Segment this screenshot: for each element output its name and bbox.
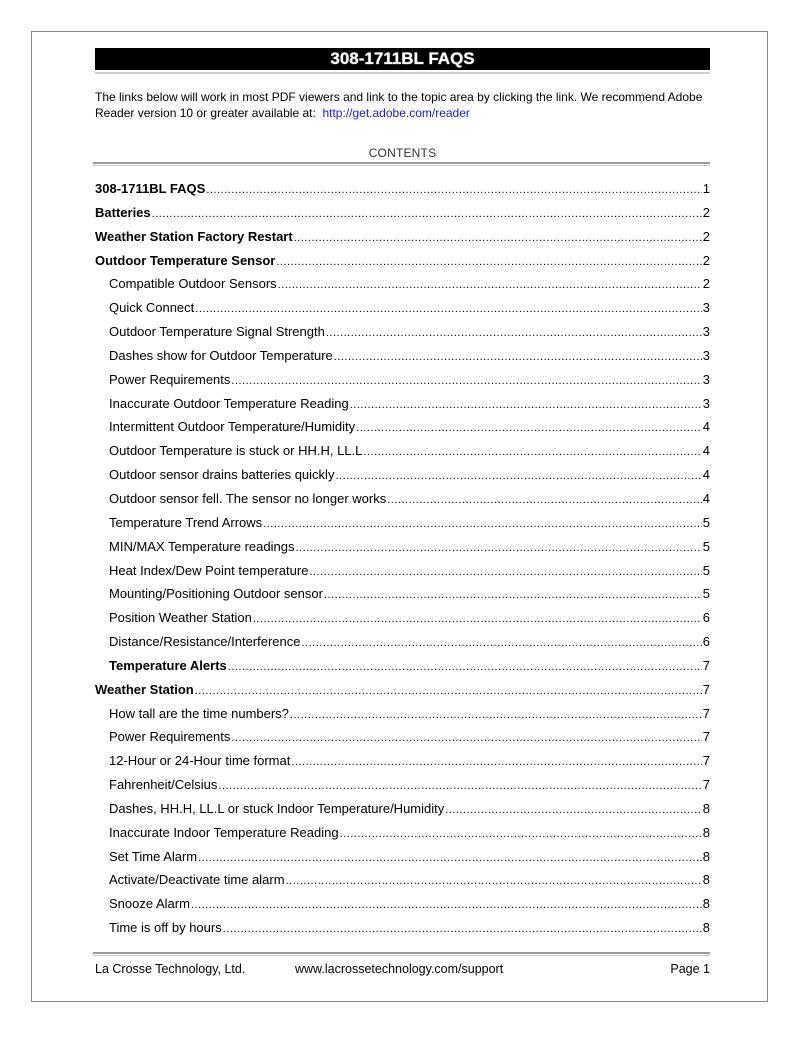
toc-dot-leader	[278, 274, 702, 296]
toc-entry[interactable]	[95, 654, 710, 678]
toc-entry-page: 8	[702, 824, 710, 840]
toc-entry-title: Outdoor Temperature Signal Strength	[109, 324, 325, 340]
toc-entry-page: 7	[702, 753, 710, 769]
footer-divider	[93, 952, 710, 956]
toc-dot-leader	[356, 417, 702, 439]
toc-dot-leader	[350, 394, 702, 416]
toc-entry-title: Activate/Deactivate time alarm	[109, 872, 285, 888]
toc-entry-title: Outdoor sensor drains batteries quickly	[109, 467, 335, 483]
toc-entry-page: 5	[702, 562, 710, 578]
toc-dot-leader	[301, 632, 701, 654]
intro-text: The links below will work in most PDF viewers and link to the topic area by clicking the link. We recommend Adobe Reader version 10 or greater available at:	[95, 90, 703, 120]
toc-entry-title: Temperature Trend Arrows	[109, 514, 263, 530]
toc-entry-page: 2	[702, 228, 710, 244]
toc-entry[interactable]	[95, 559, 710, 583]
toc-entry[interactable]	[95, 582, 710, 606]
toc-dot-leader	[195, 680, 702, 702]
toc-dot-leader	[290, 704, 702, 726]
toc-entry[interactable]	[95, 892, 710, 916]
toc-dot-leader	[295, 537, 701, 559]
toc-entry-title: Outdoor Temperature is stuck or HH.H, LL.L	[109, 443, 363, 459]
toc-entry-title: 12-Hour or 24-Hour time format	[109, 753, 291, 769]
toc-dot-leader	[334, 346, 702, 368]
toc-entry-title: Weather Station Factory Restart	[95, 228, 293, 244]
contents-divider	[93, 162, 710, 166]
toc-dot-leader	[340, 823, 702, 845]
toc-entry[interactable]	[95, 392, 710, 416]
toc-dot-leader	[152, 203, 702, 225]
toc-entry-title: Fahrenheit/Celsius	[109, 777, 218, 793]
toc-entry[interactable]	[95, 725, 710, 749]
toc-entry-page: 3	[702, 371, 710, 387]
toc-dot-leader	[335, 465, 701, 487]
toc-entry-title: Quick Connect	[109, 300, 195, 316]
toc-entry[interactable]	[95, 511, 710, 535]
toc-entry-title: Power Requirements	[109, 371, 231, 387]
toc-entry-title: Snooze Alarm	[109, 896, 190, 912]
toc-entry-title: Inaccurate Outdoor Temperature Reading	[109, 395, 349, 411]
footer-url: www.lacrossetechnology.com/support	[295, 962, 504, 976]
toc-entry-page: 4	[702, 490, 710, 506]
toc-entry[interactable]	[95, 845, 710, 869]
toc-entry[interactable]	[95, 344, 710, 368]
page-footer	[95, 960, 710, 978]
toc-entry[interactable]	[95, 368, 710, 392]
toc-entry-page: 8	[702, 872, 710, 888]
toc-dot-leader	[276, 251, 701, 273]
toc-entry[interactable]	[95, 463, 710, 487]
toc-entry[interactable]	[95, 797, 710, 821]
toc-entry[interactable]	[95, 606, 710, 630]
toc-entry-page: 5	[702, 538, 710, 554]
toc-entry-title: Time is off by hours	[109, 920, 222, 936]
toc-dot-leader	[445, 799, 702, 821]
toc-entry[interactable]	[95, 916, 710, 940]
toc-entry[interactable]	[95, 320, 710, 344]
toc-entry-title: Outdoor sensor fell. The sensor no longer works	[109, 490, 387, 506]
toc-dot-leader	[363, 441, 701, 463]
intro-paragraph	[95, 89, 715, 121]
toc-entry[interactable]	[95, 177, 710, 201]
toc-dot-leader	[231, 727, 701, 749]
toc-dot-leader	[198, 847, 702, 869]
table-of-contents	[95, 177, 710, 940]
toc-entry-page: 7	[702, 657, 710, 673]
contents-heading: CONTENTS	[368, 146, 437, 160]
toc-entry[interactable]	[95, 249, 710, 273]
toc-entry-page: 8	[702, 896, 710, 912]
toc-dot-leader	[294, 227, 702, 249]
toc-entry-page: 8	[702, 920, 710, 936]
footer-company: La Crosse Technology, Ltd.	[95, 962, 246, 976]
document-page	[31, 31, 768, 1002]
toc-entry[interactable]	[95, 678, 710, 702]
toc-entry-page: 3	[702, 347, 710, 363]
toc-entry-title: Position Weather Station	[109, 610, 252, 626]
toc-dot-leader	[253, 608, 702, 630]
toc-entry[interactable]	[95, 702, 710, 726]
toc-entry-title: Dashes show for Outdoor Temperature	[109, 347, 333, 363]
toc-entry[interactable]	[95, 272, 710, 296]
toc-entry[interactable]	[95, 630, 710, 654]
toc-entry-page: 4	[702, 443, 710, 459]
toc-entry[interactable]	[95, 535, 710, 559]
toc-entry-page: 4	[702, 467, 710, 483]
toc-entry[interactable]	[95, 868, 710, 892]
footer-page-number: Page 1	[670, 962, 710, 976]
toc-entry-title: Compatible Outdoor Sensors	[109, 276, 277, 292]
toc-entry-title: Set Time Alarm	[109, 848, 198, 864]
toc-entry-title: How tall are the time numbers?	[109, 705, 289, 721]
toc-dot-leader	[286, 870, 702, 892]
toc-entry[interactable]	[95, 201, 710, 225]
toc-entry-title: 308-1711BL FAQS	[95, 181, 206, 196]
toc-dot-leader	[324, 584, 702, 606]
toc-entry-page: 3	[702, 395, 710, 411]
toc-entry-page: 7	[702, 729, 710, 745]
toc-dot-leader	[326, 322, 702, 344]
toc-entry-title: Inaccurate Indoor Temperature Reading	[109, 824, 339, 840]
toc-entry-page: 2	[702, 204, 710, 220]
toc-entry-page: 5	[702, 586, 710, 602]
toc-entry-page: 5	[702, 514, 710, 530]
toc-entry-page: 6	[702, 634, 710, 650]
toc-entry-page: 7	[702, 705, 710, 721]
toc-entry-title: Batteries	[95, 204, 151, 220]
toc-entry[interactable]	[95, 415, 710, 439]
toc-entry-page: 8	[702, 848, 710, 864]
toc-dot-leader	[218, 775, 701, 797]
toc-entry-page: 8	[702, 800, 710, 816]
toc-entry-title: Dashes, HH.H, LL.L or stuck Indoor Temperature/Humidity	[109, 800, 445, 816]
toc-entry-title: Temperature Alerts	[109, 657, 227, 673]
title-underline	[95, 72, 710, 74]
toc-entry-page: 4	[702, 419, 710, 435]
page-title: 308-1711BL FAQS	[95, 48, 710, 70]
toc-entry-page: 3	[702, 324, 710, 340]
toc-dot-leader	[191, 894, 702, 916]
toc-entry-title: Outdoor Temperature Sensor	[95, 252, 276, 268]
toc-entry-page: 6	[702, 610, 710, 626]
toc-entry-title: MIN/MAX Temperature readings	[109, 538, 295, 554]
toc-entry-page: 7	[702, 777, 710, 793]
toc-entry-page: 7	[702, 681, 710, 697]
toc-dot-leader	[206, 179, 701, 201]
toc-entry[interactable]	[95, 296, 710, 320]
toc-entry-title: Mounting/Positioning Outdoor sensor	[109, 586, 323, 602]
toc-entry[interactable]	[95, 749, 710, 773]
toc-entry-title: Intermittent Outdoor Temperature/Humidity	[109, 419, 356, 435]
toc-entry-title: Distance/Resistance/Interference	[109, 634, 301, 650]
toc-dot-leader	[387, 489, 702, 511]
toc-entry-page: 3	[702, 300, 710, 316]
toc-entry[interactable]	[95, 487, 710, 511]
toc-entry-page: 1	[702, 181, 710, 196]
toc-entry[interactable]	[95, 773, 710, 797]
toc-dot-leader	[223, 918, 702, 940]
toc-entry-title: Heat Index/Dew Point temperature	[109, 562, 309, 578]
toc-dot-leader	[291, 751, 701, 773]
toc-entry-page: 2	[702, 252, 710, 268]
toc-entry-title: Weather Station	[95, 681, 194, 697]
toc-entry-page: 2	[702, 276, 710, 292]
toc-entry[interactable]	[95, 225, 710, 249]
toc-entry[interactable]	[95, 439, 710, 463]
toc-dot-leader	[228, 656, 702, 678]
toc-dot-leader	[263, 513, 702, 535]
toc-dot-leader	[231, 370, 701, 392]
adobe-reader-link[interactable]: http://get.adobe.com/reader	[322, 106, 470, 120]
toc-dot-leader	[309, 561, 701, 583]
toc-dot-leader	[195, 298, 702, 320]
toc-entry-title: Power Requirements	[109, 729, 231, 745]
toc-entry[interactable]	[95, 821, 710, 845]
